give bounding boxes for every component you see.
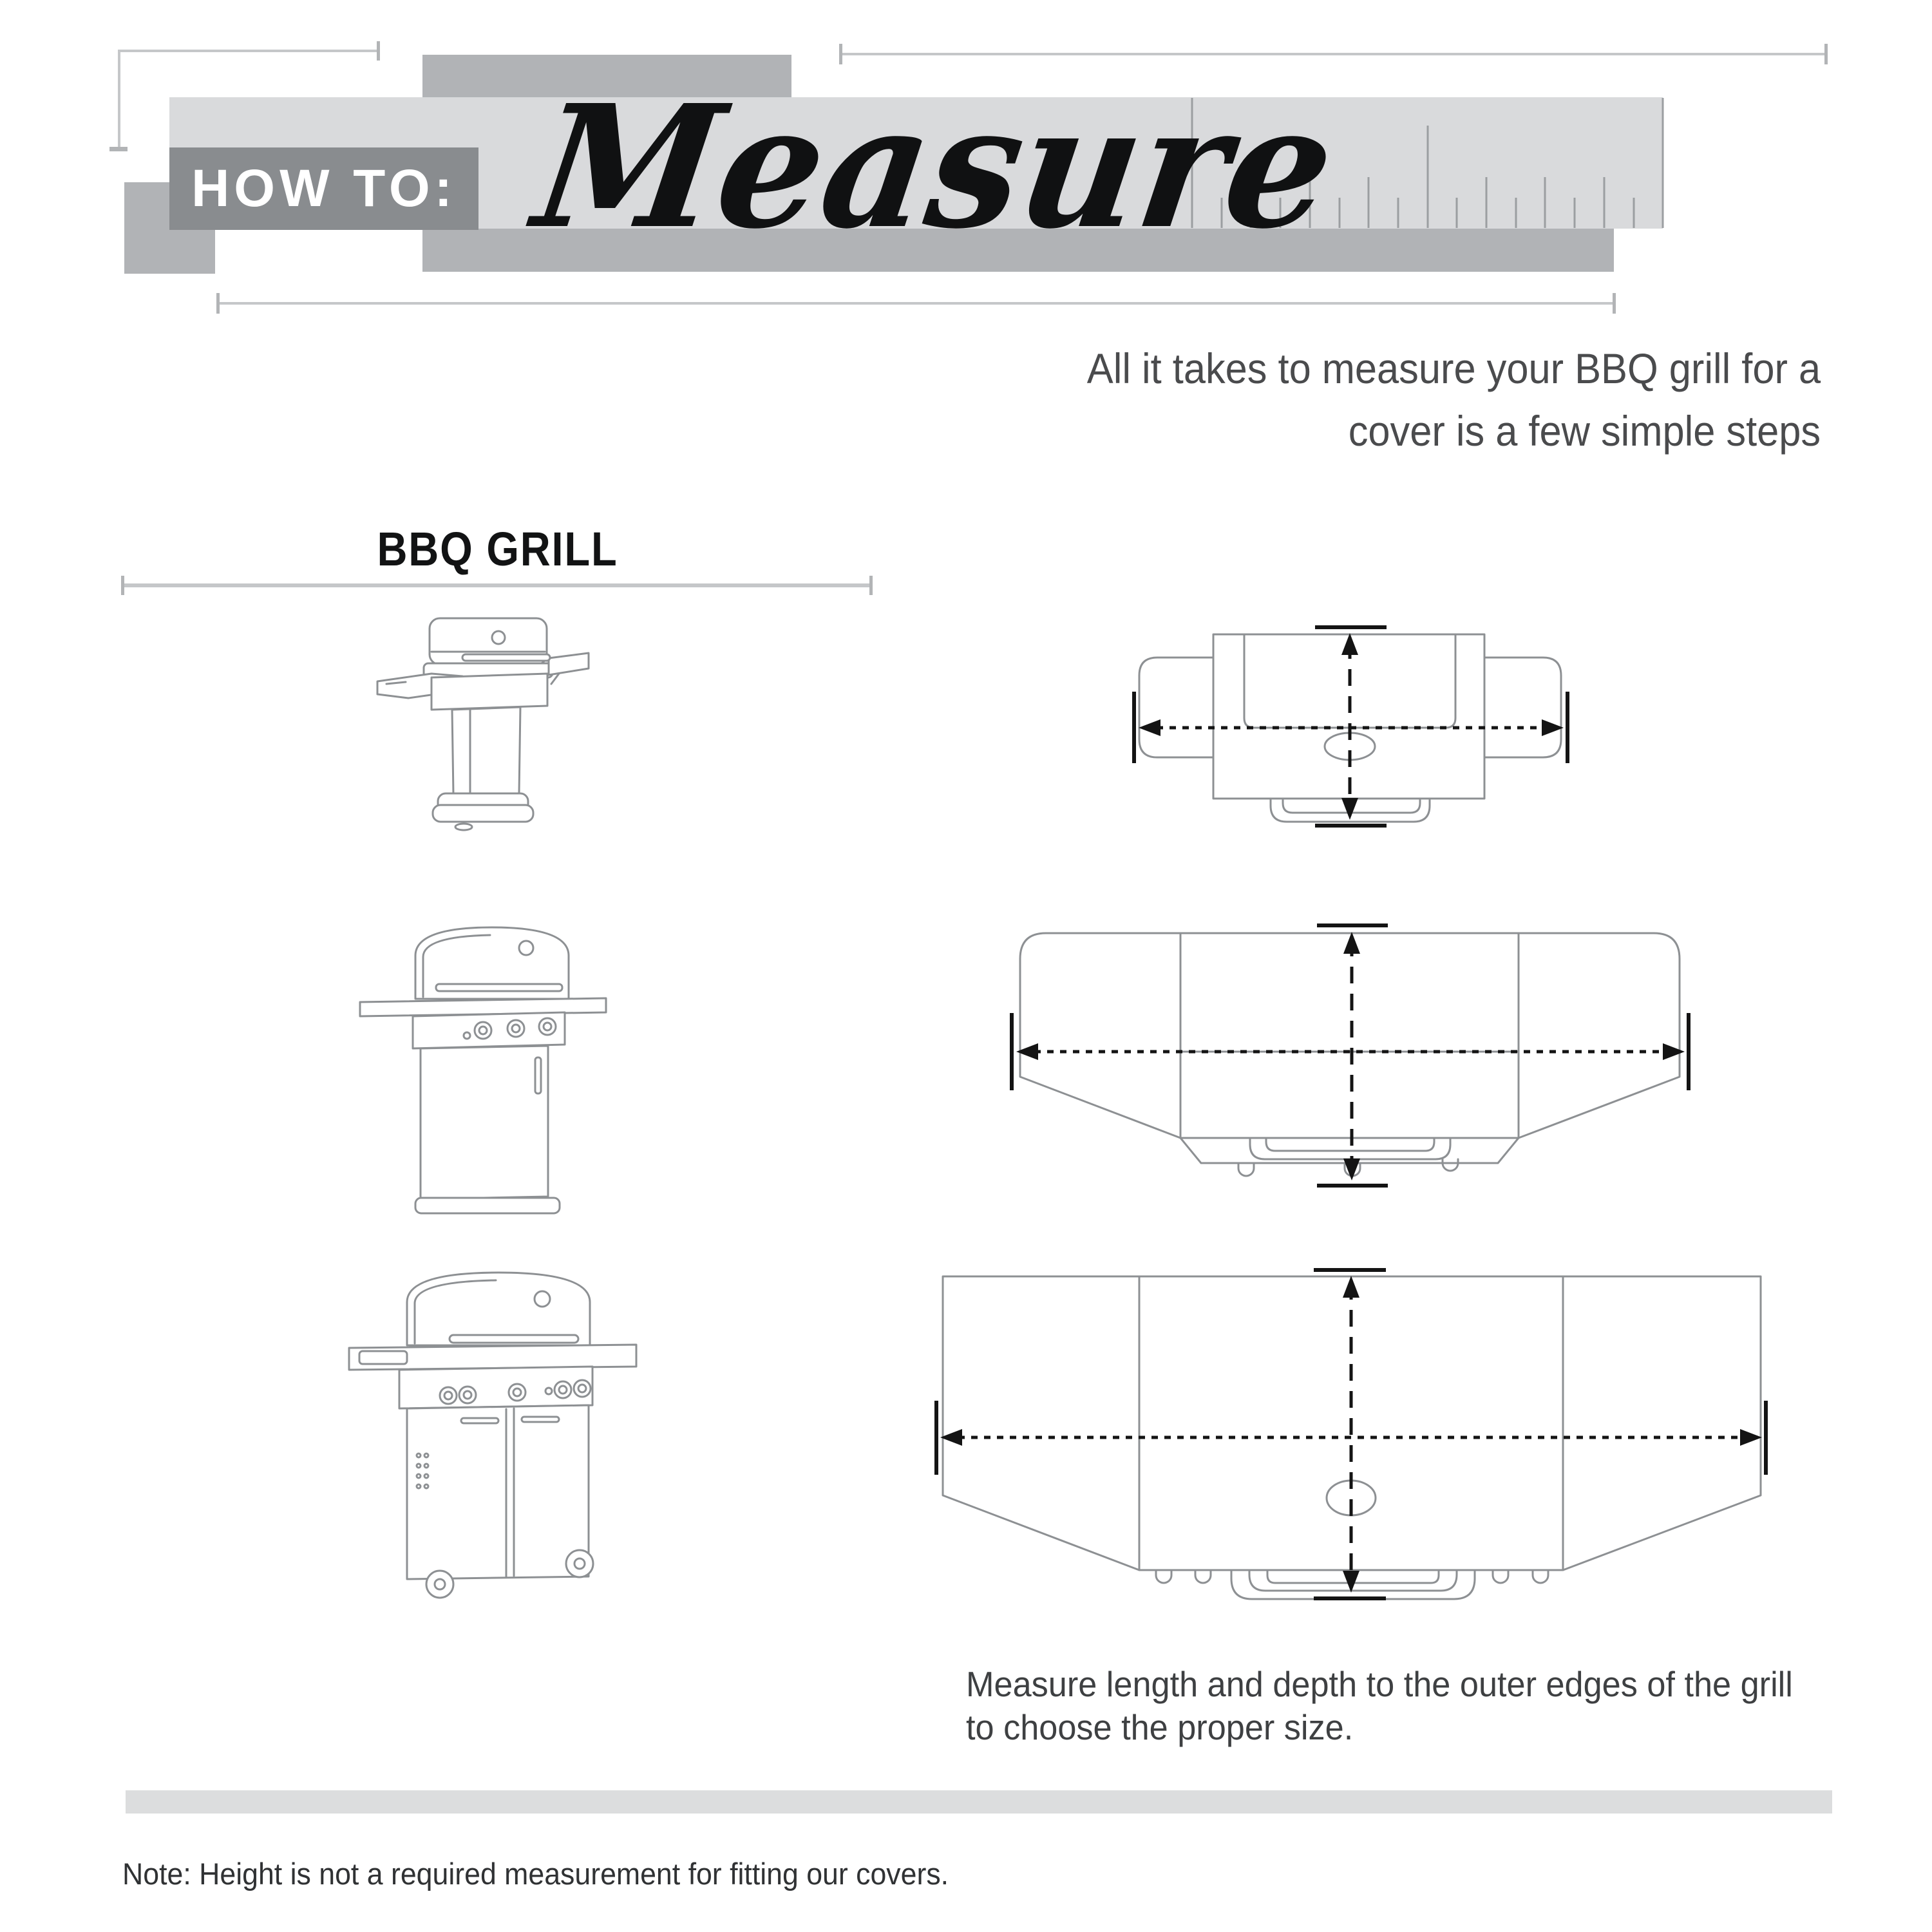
caption-line-2: to choose the proper size. xyxy=(966,1707,1354,1747)
top-measure-line xyxy=(840,53,1826,55)
bracket-end-tick xyxy=(377,41,380,61)
bracket-vertical xyxy=(118,50,120,149)
bracket-icon xyxy=(118,50,379,52)
howto-kicker-label: HOW TO: xyxy=(191,159,457,218)
cart-grill-top-view xyxy=(1005,918,1700,1195)
pedestal-grill-top-view xyxy=(1127,615,1578,837)
header-bottom-tick-right xyxy=(1613,293,1616,314)
subtitle-line-2: cover is a few simple steps xyxy=(1348,407,1821,455)
pedestal-grill-illustration xyxy=(367,612,599,837)
section-label: BBQ GRILL xyxy=(377,522,618,576)
large-cart-grill-top-view xyxy=(927,1265,1777,1626)
section-tick-right xyxy=(869,576,873,595)
caption-line-1: Measure length and depth to the outer edges of the grill xyxy=(966,1664,1793,1704)
header-bottom-measure-line xyxy=(218,302,1614,305)
subtitle-line-1: All it takes to measure your BBQ grill for a xyxy=(1086,345,1821,392)
section-tick-left xyxy=(121,576,124,595)
footer-note: Note: Height is not a required measurement for fitting our covers. xyxy=(122,1857,949,1891)
section-measure-line xyxy=(122,583,871,587)
measure-caption xyxy=(966,1663,1793,1749)
large-cart-grill-illustration xyxy=(335,1262,650,1623)
top-measure-tick-left xyxy=(839,44,842,64)
header-bottom-tick-left xyxy=(216,293,220,314)
bracket-bottom-tick xyxy=(109,147,128,151)
top-measure-tick-right xyxy=(1824,44,1828,64)
howto-kicker-box xyxy=(169,147,478,230)
subtitle xyxy=(1087,337,1821,462)
footer-divider-bar xyxy=(126,1790,1832,1814)
page-title: Measure xyxy=(524,68,1346,266)
cart-grill-illustration xyxy=(351,914,621,1217)
